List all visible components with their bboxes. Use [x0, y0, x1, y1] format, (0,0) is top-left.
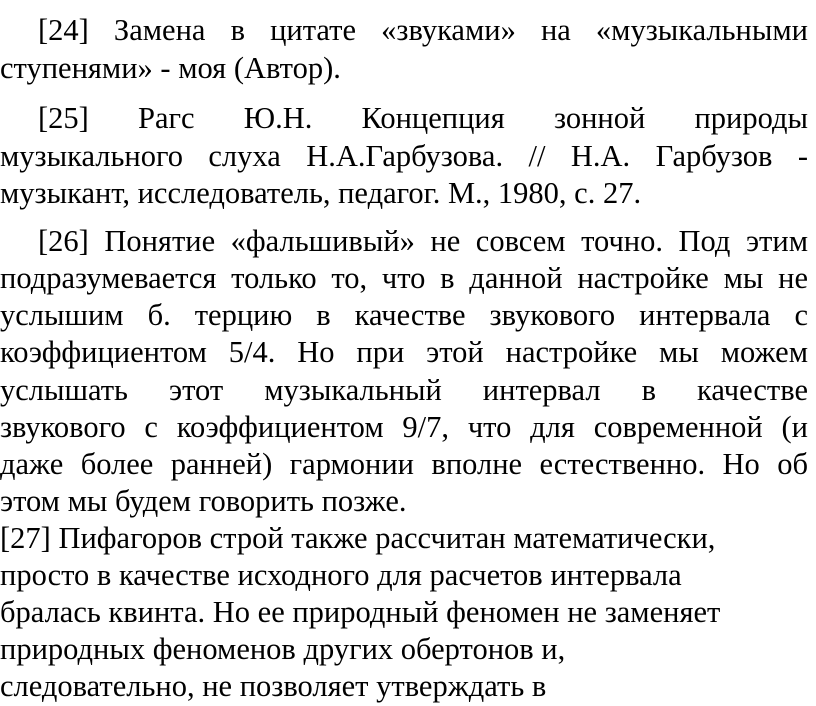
footnote-26-line-2: подразумевается только то, что в данной настройке мы не — [0, 261, 808, 295]
footnote-26-line-7: даже более ранней) гармонии вполне естественно. Но об — [0, 447, 808, 481]
footnote-26-line-8: этом мы будем говорить позже. — [0, 484, 407, 518]
footnote-27-line-5: следовательно, не позволяет утверждать в — [0, 669, 547, 703]
footnote-27-line-1: [27] Пифагоров строй также рассчитан математически, — [0, 521, 716, 555]
footnote-24-line-2: ступенями» - моя (Автор). — [0, 51, 341, 85]
footnote-27-line-2: просто в качестве исходного для расчетов интервала — [0, 558, 682, 592]
footnote-25-line-2: музыкального слуха Н.А.Гарбузова. // Н.А. Гарбузов - — [0, 139, 808, 173]
footnote-26-line-4: коэффициентом 5/4. Но при этой настройке мы можем — [0, 335, 808, 369]
footnote-27-line-4: природных феноменов других обертонов и, — [0, 632, 566, 666]
footnote-26-line-1: [26] Понятие «фальшивый» не совсем точно. Под этим — [38, 224, 808, 258]
footnote-26-line-6: звукового с коэффициентом 9/7, что для современной (и — [0, 410, 808, 444]
footnote-25-line-1: [25] Рагс Ю.Н. Концепция зонной природы — [38, 101, 808, 135]
footnote-24-line-1: [24] Замена в цитате «звуками» на «музыкальными — [38, 13, 808, 47]
footnote-26-line-3: услышим б. терцию в качестве звукового интервала с — [0, 298, 808, 332]
footnote-27-line-3: бралась квинта. Но ее природный феномен не заменяет — [0, 595, 721, 629]
footnote-25-line-3: музыкант, исследователь, педагог. М., 1980, с. 27. — [0, 176, 642, 210]
footnote-26-line-5: услышать этот музыкальный интервал в качестве — [0, 373, 808, 407]
